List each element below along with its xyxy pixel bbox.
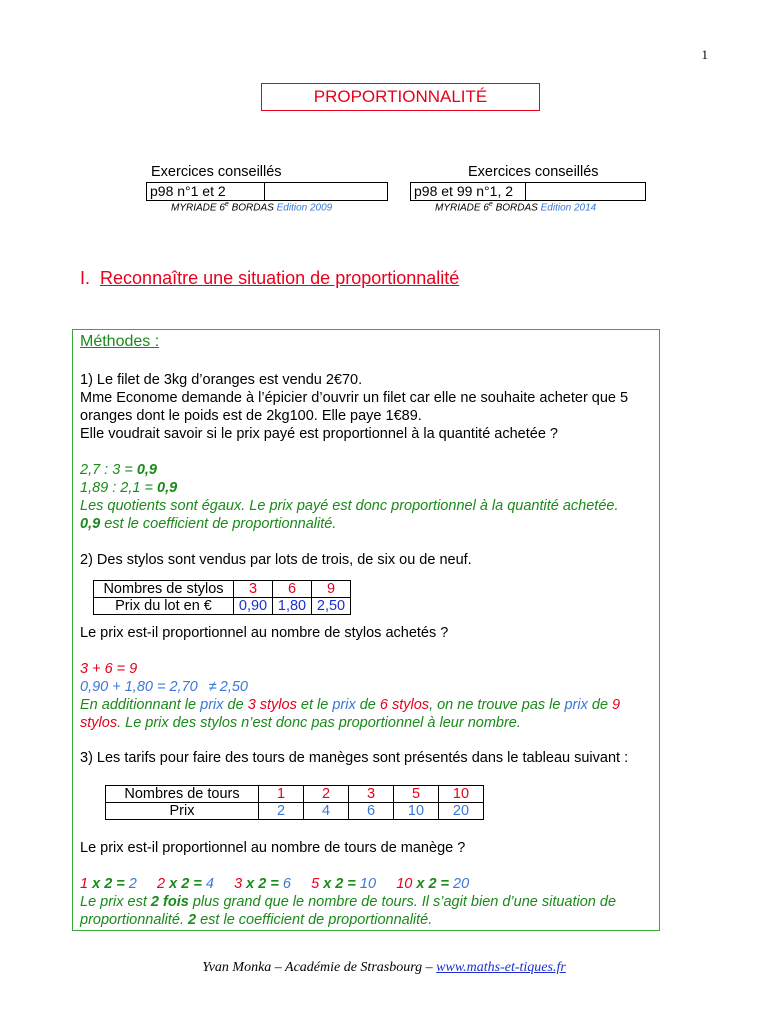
table-cell: 6 xyxy=(273,581,312,598)
ex3-question: Le prix est-il proportionnel au nombre de tours de manège ? xyxy=(80,840,466,856)
exercises-ref-box-2 xyxy=(410,182,646,201)
table-cell: 3 xyxy=(234,581,273,598)
mult-item: 5 x 2 = 10 xyxy=(311,876,377,892)
ex1-calc-1: 2,7 : 3 = 0,9 xyxy=(80,462,158,478)
table-row xyxy=(106,786,484,803)
ex1-line-4: Elle voudrait savoir si le prix payé est proportionnel à la quantité achetée ? xyxy=(80,426,558,442)
exercises-book-2: MYRIADE 6e BORDAS Edition 2014 xyxy=(435,201,597,214)
table-cell: Nombres de tours xyxy=(106,786,259,803)
page-number: 1 xyxy=(701,47,708,62)
table-cell: 4 xyxy=(304,803,349,820)
ex3-multiplications xyxy=(80,875,469,893)
table-cell: 9 xyxy=(312,581,351,598)
exercises-book-1: MYRIADE 6e BORDAS Edition 2009 xyxy=(171,201,333,214)
table-cell: 6 xyxy=(349,803,394,820)
footer-link[interactable]: www.maths-et-tiques.fr xyxy=(436,960,566,975)
stylos-table xyxy=(93,580,351,615)
table-cell: Prix xyxy=(106,803,259,820)
ex2-conclusion-1: En additionnant le prix de 3 stylos et le prix de 6 stylos, on ne trouve pas le prix de 9 xyxy=(80,697,621,713)
ex2-sum-1: 3 + 6 = 9 xyxy=(80,661,138,677)
table-cell: 2 xyxy=(304,786,349,803)
exercises-ref-2: p98 et 99 n°1, 2 xyxy=(414,183,514,199)
table-cell: 2,50 xyxy=(312,598,351,615)
table-cell: 5 xyxy=(394,786,439,803)
table-cell: 1,80 xyxy=(273,598,312,615)
ex1-calc-2: 1,89 : 2,1 = 0,9 xyxy=(80,480,178,496)
mult-item: 2 x 2 = 4 xyxy=(157,876,214,892)
divider xyxy=(525,183,526,200)
divider xyxy=(264,183,265,200)
ex1-conclusion-2: 0,9 est le coefficient de proportionnalité. xyxy=(80,516,337,532)
ex2-intro: 2) Des stylos sont vendus par lots de trois, de six ou de neuf. xyxy=(80,552,472,568)
ex3-conclusion-1: Le prix est 2 fois plus grand que le nombre de tours. Il s’agit bien d’une situation de xyxy=(80,894,617,910)
table-cell: Prix du lot en € xyxy=(94,598,234,615)
exercises-ref-box-1 xyxy=(146,182,388,201)
section-title: I. Reconnaître une situation de proportionnalité xyxy=(80,268,460,288)
table-cell: 3 xyxy=(349,786,394,803)
exercises-heading-1: Exercices conseillés xyxy=(151,164,282,180)
table-cell: 20 xyxy=(439,803,484,820)
exercises-heading-2: Exercices conseillés xyxy=(468,164,599,180)
ex3-intro: 3) Les tarifs pour faire des tours de manèges sont présentés dans le tableau suivant : xyxy=(80,750,629,766)
table-cell: Nombres de stylos xyxy=(94,581,234,598)
ex1-line-1: 1) Le filet de 3kg d’oranges est vendu 2€70. xyxy=(80,372,363,388)
ex2-sum-2: 0,90 + 1,80 = 2,70 ≠ 2,50 xyxy=(80,679,248,695)
ex1-line-2: Mme Econome demande à l’épicier d’ouvrir un filet car elle ne souhaite acheter que 5 xyxy=(80,390,629,406)
table-cell: 10 xyxy=(394,803,439,820)
mult-item: 10 x 2 = 20 xyxy=(396,876,470,892)
ex2-conclusion-2: stylos. Le prix des stylos n’est donc pas proportionnel à leur nombre. xyxy=(80,715,521,731)
ex1-conclusion-1: Les quotients sont égaux. Le prix payé est donc proportionnel à la quantité achetée. xyxy=(80,498,619,514)
mult-item: 1 x 2 = 2 xyxy=(80,876,137,892)
methods-title: Méthodes : xyxy=(80,333,160,350)
table-cell: 10 xyxy=(439,786,484,803)
table-cell: 1 xyxy=(259,786,304,803)
table-cell: 0,90 xyxy=(234,598,273,615)
table-row xyxy=(94,598,351,615)
ex3-conclusion-2: proportionnalité. 2 est le coefficient de proportionnalité. xyxy=(80,912,433,928)
mult-item: 3 x 2 = 6 xyxy=(234,876,291,892)
table-row xyxy=(106,803,484,820)
manege-table xyxy=(105,785,484,820)
footer: Yvan Monka – Académie de Strasbourg – www.maths-et-tiques.fr xyxy=(202,960,566,975)
table-cell: 2 xyxy=(259,803,304,820)
table-row xyxy=(94,581,351,598)
ex1-line-3: oranges dont le poids est de 2kg100. Elle paye 1€89. xyxy=(80,408,422,424)
page-title: PROPORTIONNALITÉ xyxy=(261,83,540,111)
exercises-ref-1: p98 n°1 et 2 xyxy=(150,183,226,199)
ex2-question: Le prix est-il proportionnel au nombre de stylos achetés ? xyxy=(80,625,449,641)
